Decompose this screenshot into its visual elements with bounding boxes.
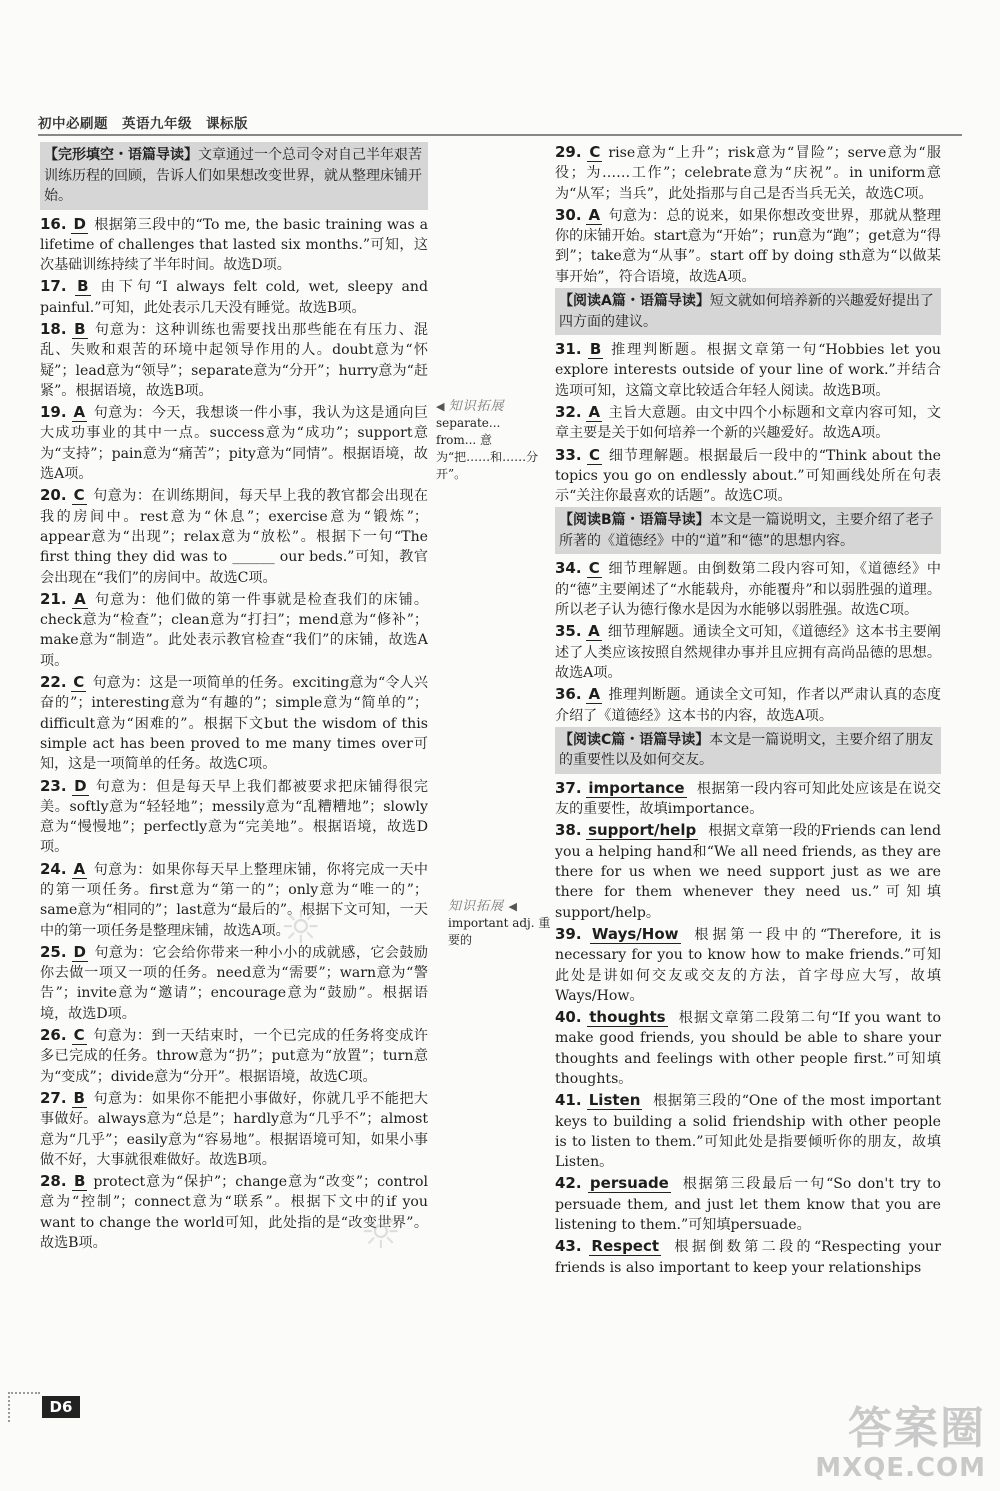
answer-item [40, 672, 428, 774]
guide-title: 【阅读A篇・语篇导读】 [559, 293, 710, 310]
guide-text: 文章通过一个总司令对自己半年艰苦训练历程的回顾，告诉人们如果想改变世界，就从整理床铺开始。 [44, 147, 422, 204]
answer-key: B [589, 340, 602, 359]
explanation-text: 细节理解题。通读全文可知，《道德经》这本书主要阐述了人类应该按照自然规律办事并且应拥有高尚品德的思想。故选A项。 [555, 624, 942, 681]
answer-list-reading-c [555, 778, 941, 1278]
answer-key: A [588, 402, 601, 421]
answer-key: D [73, 214, 86, 233]
answer-item [555, 1236, 941, 1278]
explanation-text: 细节理解题。根据最后一段中的“Think about the topics you go on endlessly about.”可知画线处所在句表示“关注你最喜欢的话题”。故选C项。 [555, 447, 941, 505]
page-corner-decoration [8, 1392, 40, 1422]
answer-list-reading-a [555, 339, 941, 506]
explanation-text: 根据第一段内容可知此处应该是在说交友的重要性，故填importance。 [555, 780, 941, 818]
answer-key: A [73, 403, 86, 422]
explanation-text: 细节理解题。由倒数第二段内容可知，《道德经》中的“德”主要阐述了“水能载舟，亦能覆舟”和以弱胜强的道理。所以老子认为德行像水是因为水能够以弱胜强。故选C项。 [555, 561, 941, 619]
question-number: 28. [40, 1172, 67, 1191]
explanation-text: 根据第三段中的“To me, the basic training was a lifetime of challenges that lasted six months.”可知，这次基础训练持续了半年时间。故选D项。 [40, 216, 429, 274]
explanation-text: 根据文章第二段第二句“If you want to make good friends, you should be able to share your thoughts and feelings with other people first.”可知填thoughts。 [555, 1010, 941, 1087]
answer-key: A [74, 589, 86, 608]
answer-key: A [588, 685, 601, 704]
question-number: 34. [555, 559, 582, 578]
question-number: 26. [40, 1026, 67, 1045]
answer-key: A [73, 859, 86, 878]
explanation-text: 根据第三段的“One of the most important keys to building a solid friendship with other people is to listen to them.”可知此处是指要倾听你的朋友，故填Listen。 [555, 1093, 941, 1171]
arrow-left-icon: ◀ [436, 400, 446, 413]
explanation-text: 句意为：这是一项简单的任务。exciting意为“令人兴奋的”；interesting意为“有趣的”；simple意为“简单的”；difficult意为“困难的”。根据下文but the wisdom of this simple act has been proved to me many times over可知，这是一项简单的任务。故选C项。 [40, 675, 428, 773]
side-note-important [448, 898, 556, 949]
explanation-text: rise意为“上升”；risk意为“冒险”；serve意为“服役；为……工作”；celebrate意为“庆祝”。in uniform意为“从军；当兵”，此处指那与自己是否当兵无关，故选C项。 [555, 145, 941, 202]
question-number: 33. [555, 445, 582, 464]
answer-item [40, 942, 428, 1024]
guide-text: 本文是一篇说明文，主要介绍了朋友的重要性以及如何交友。 [559, 731, 934, 769]
answer-item [40, 276, 428, 318]
arrow-right-icon: ◀ [504, 900, 518, 913]
guide-cloze [40, 142, 428, 210]
page-header: 初中必刷题 英语九年级 课标版 [38, 116, 248, 132]
answer-item [555, 820, 941, 922]
answer-item [555, 1007, 941, 1089]
explanation-text: 句意为：他们做的第一件事就是检查我们的床铺。check意为“检查”；clean意为“打扫”；mend意为“修补”；make意为“制造”。此处表示教官检查“我们”的床铺，故选A项。 [40, 591, 429, 669]
explanation-text: 句意为：到一天结束时，一个已完成的任务将变成许多已完成的任务。throw意为“扔”；put意为“放置”；turn意为“变成”；divide意为“分开”。根据语境，故选C项。 [40, 1028, 429, 1085]
explanation-text: 推理判断题。通读全文可知，作者以严肃认真的态度介绍了《道德经》这本书的内容，故选A项。 [555, 687, 942, 724]
answer-item [555, 621, 941, 683]
explanation-text: 根据倒数第二段的“Respecting your friends is also important to keep your relationships [555, 1239, 941, 1276]
answer-key: A [588, 622, 600, 641]
answer-key: D [74, 776, 87, 795]
guide-text: 本文是一篇说明文，主要介绍了老子所著的《道德经》中的“道”和“德”的思想内容。 [559, 512, 934, 549]
answer-key: Ways/How [591, 924, 679, 943]
watermark-logo-text: 答案圈 [848, 1403, 986, 1454]
left-column [40, 142, 428, 1254]
answer-key: C [589, 143, 601, 161]
question-number: 27. [40, 1088, 67, 1107]
answer-item [555, 142, 941, 204]
question-number: 20. [40, 486, 67, 505]
answer-item [555, 445, 941, 507]
answer-item [40, 1025, 428, 1087]
answer-item [40, 402, 428, 484]
question-number: 37. [555, 778, 582, 797]
answer-item [555, 1090, 941, 1172]
side-note-title: 知识拓展 [448, 899, 505, 914]
side-note-separate [436, 398, 544, 483]
question-number: 39. [555, 924, 582, 943]
watermark-url: MXQE.COM [815, 1453, 986, 1483]
answer-list-reading-b [555, 558, 941, 725]
question-number: 24. [40, 859, 67, 878]
answer-key: A [588, 205, 601, 224]
answer-key: Respect [591, 1237, 660, 1256]
answer-key: C [588, 445, 600, 464]
question-number: 43. [555, 1237, 582, 1256]
question-number: 29. [555, 143, 582, 161]
explanation-text: 根据文章第一段的Friends can lend you a helping hand和“We all need friends, as they are there for us when we need support just as we are there for them whenever they need us.”可知填support/help。 [555, 823, 941, 921]
guide-title: 【阅读B篇・语篇导读】 [559, 512, 710, 529]
left-answer-list [40, 214, 428, 1254]
faint-stamp-mark: ☼ [360, 1205, 402, 1259]
answer-item [40, 319, 428, 401]
explanation-text: 根据第一段中的“Therefore, it is necessary for you to know how to make friends.”可知此处是讲如何交友或交友的方法，首字母应大写，故填Ways/How。 [555, 926, 941, 1004]
side-note-title: 知识拓展 [448, 399, 505, 414]
answer-key: B [77, 277, 89, 296]
answer-item [40, 859, 428, 941]
answer-item [40, 485, 428, 587]
answer-key: C [588, 559, 600, 578]
answer-key: D [73, 942, 86, 961]
question-number: 23. [40, 776, 67, 795]
answer-item [555, 778, 941, 820]
question-number: 21. [40, 589, 67, 608]
answer-item [40, 776, 428, 858]
side-note-text: separate... from... 意为“把……和……分开”。 [436, 416, 539, 481]
explanation-text: 句意为：它会给你带来一种小小的成就感，它会鼓励你去做一项又一项的任务。need意为“需要”；warn意为“警告”；invite意为“邀请”；encourage意为“鼓励”。根据语境，故选D项。 [40, 944, 429, 1022]
question-number: 17. [40, 277, 67, 296]
guide-title: 【完形填空・语篇导读】 [44, 147, 198, 163]
question-number: 42. [555, 1174, 582, 1193]
answer-item [40, 589, 428, 671]
guide-text: 短文就如何培养新的兴趣爱好提出了四方面的建议。 [559, 293, 934, 330]
answer-item [40, 1088, 428, 1170]
question-number: 18. [40, 319, 67, 338]
answer-item [555, 924, 941, 1006]
explanation-text: 句意为：今天，我想谈一件小事，我认为这是通向巨大成功事业的其中一点。success意为“成功”；support意为“支持”；pain意为“痛苦”；pity意为“同情”。根据语境，故选A项。 [40, 405, 429, 483]
question-number: 31. [555, 340, 582, 359]
answer-item [555, 1173, 941, 1235]
answer-item [40, 214, 428, 276]
answer-key: Listen [588, 1091, 641, 1110]
answer-key: C [73, 673, 85, 692]
guide-reading-a [555, 288, 941, 335]
answer-key: thoughts [589, 1008, 666, 1027]
answer-item [555, 684, 941, 726]
answer-item [555, 205, 941, 287]
watermark [796, 1405, 986, 1483]
question-number: 41. [555, 1091, 582, 1110]
question-number: 25. [40, 942, 67, 961]
answer-item [555, 558, 941, 620]
answer-list-cloze-end [555, 142, 941, 287]
faint-stamp-mark: ☼ [280, 900, 322, 954]
side-note-text: important adj. 重要的 [448, 916, 551, 947]
question-number: 35. [555, 622, 582, 641]
answer-key: support/help [588, 821, 697, 840]
guide-title: 【阅读C篇・语篇导读】 [559, 731, 710, 748]
explanation-text: 句意为：在训练期间，每天早上我的教官都会出现在我的房间中。rest意为“休息”；exercise意为“锻炼”；appear意为“出现”；relax意为“放松”。根据下一句“The first thing they did was to ______ our beds.”可知，教官会出现在“我们”的房间中。故选C项。 [40, 488, 429, 586]
answer-key: C [73, 1026, 85, 1045]
question-number: 22. [40, 673, 67, 692]
answer-key: B [73, 1172, 86, 1191]
answer-key: C [73, 486, 85, 505]
guide-reading-c [555, 727, 941, 774]
explanation-text: 句意为：如果你每天早上整理床铺，你将完成一天中的第一项任务。first意为“第一的”；only意为“唯一的”；same意为“相同的”；last意为“最后的”。根据下文可知，一天中的第一项任务是整理床铺，故选A项。 [40, 861, 429, 939]
answer-item [555, 339, 941, 401]
explanation-text: 句意为：但是每天早上我们都被要求把床铺得很完美。softly意为“轻轻地”；messily意为“乱糟糟地”；slowly意为“慢慢地”；perfectly意为“完美地”。根据语境，故选D项。 [40, 778, 428, 856]
header-divider [38, 134, 962, 136]
right-column [555, 142, 941, 1279]
explanation-text: 句意为：如果你不能把小事做好，你就几乎不能把大事做好。always意为“总是”；hardly意为“几乎不”；almost意为“几乎”；easily意为“容易地”。根据语境可知，如果小事做不好，大事就很难做好。故选B项。 [40, 1090, 428, 1168]
question-number: 16. [40, 214, 67, 233]
page-number: D6 [42, 1396, 80, 1418]
question-number: 32. [555, 402, 582, 421]
answer-key: persuade [589, 1174, 669, 1193]
question-number: 36. [555, 685, 582, 704]
answer-item [555, 402, 941, 444]
explanation-text: 由下句“I always felt cold, wet, sleepy and painful.”可知，此处表示几天没有睡觉。故选B项。 [40, 279, 429, 316]
explanation-text: 句意为：总的说来，如果你想改变世界，那就从整理你的床铺开始。start意为“开始”；run意为“跑”；get意为“得到”；take意为“从事”。start off by doing sth意为“以做某事开始”，符合语境，故选A项。 [555, 207, 942, 285]
answer-key: B [73, 1088, 85, 1107]
explanation-text: 根据第三段最后一句“So don't try to persuade them, and just let them know that you are listening to them.”可知填persuade。 [555, 1176, 942, 1234]
explanation-text: 句意为：这种训练也需要找出那些能在有压力、混乱、失败和艰苦的环境中起领导作用的人。doubt意为“怀疑”；lead意为“领导”；separate意为“分开”；hurry意为“赶紧”。根据语境，故选B项。 [40, 321, 429, 399]
answer-key: importance [588, 778, 685, 797]
guide-reading-b [555, 507, 941, 554]
explanation-text: 主旨大意题。由文中四个小标题和文章内容可知，文章主要是关于如何培养一个新的兴趣爱好。故选A项。 [555, 404, 942, 442]
question-number: 30. [555, 205, 582, 224]
explanation-text: 推理判断题。根据文章第一句“Hobbies let you explore interests outside of your line of work.”并结合选项可知，这篇文章比较适合年轻人阅读。故选B项。 [555, 342, 942, 399]
question-number: 19. [40, 403, 67, 422]
question-number: 38. [555, 821, 582, 840]
answer-key: B [74, 319, 86, 338]
question-number: 40. [555, 1008, 582, 1027]
explanation-text: protect意为“保护”；change意为“改变”；control意为“控制”；connect意为“联系”。根据下文中的if you want to change the world可知，此处指的是“改变世界”。故选B项。 [40, 1174, 428, 1252]
